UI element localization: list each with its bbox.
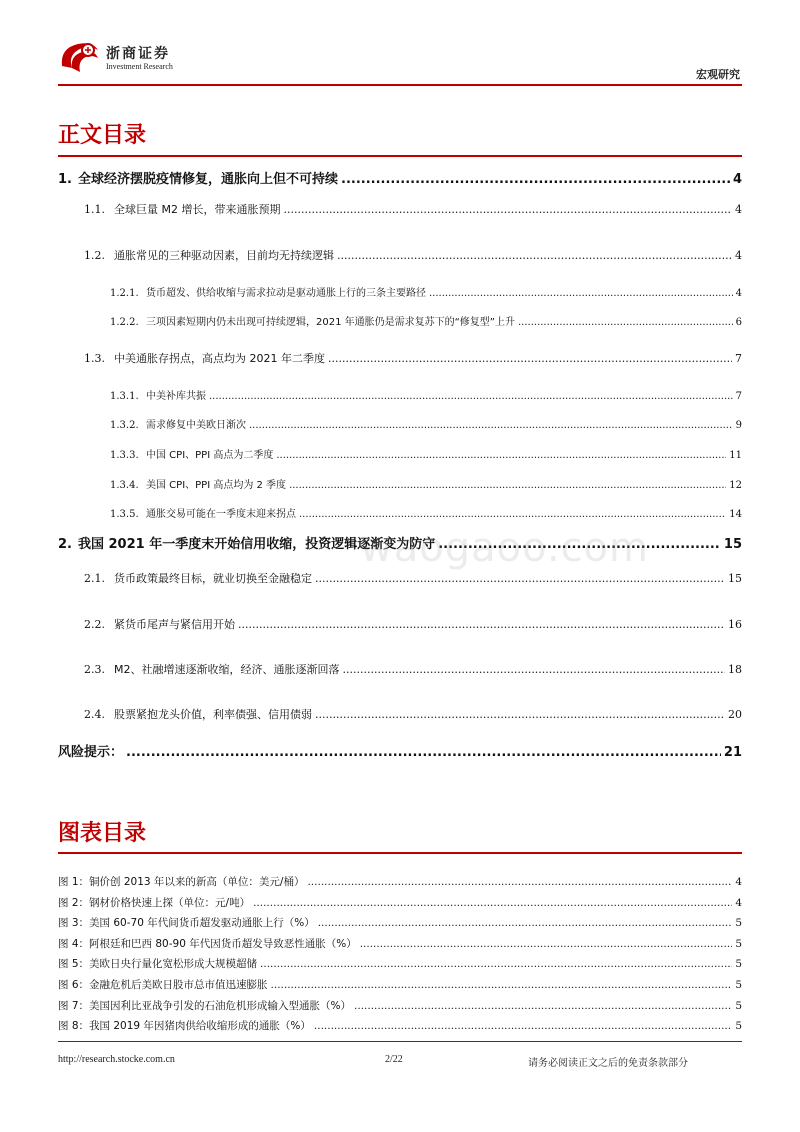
- figure-leader-dots: [318, 917, 733, 929]
- figure-entry-label: 图 2：: [58, 896, 90, 909]
- toc-leader-dots: [299, 509, 726, 520]
- toc-leader-dots: [238, 618, 725, 631]
- toc-entry-number: 1.2.: [84, 249, 105, 262]
- toc-entry[interactable]: [0, 284, 742, 299]
- toc-entry-title: 中美补库共振: [146, 391, 206, 402]
- watermark: waogaoo.com: [360, 525, 649, 571]
- figure-entry[interactable]: [0, 1018, 742, 1033]
- toc-leader-dots: [429, 288, 733, 299]
- toc-entry-title: 通胀交易可能在一季度末迎来拐点: [146, 509, 296, 520]
- toc-entry-title: 货币政策最终目标，就业切换至金融稳定: [114, 572, 312, 585]
- toc-entry-number: 1.3.: [84, 352, 105, 365]
- toc-entry[interactable]: [0, 741, 742, 760]
- header-divider: [58, 84, 742, 86]
- figure-entry-label: 图 8：: [58, 1020, 90, 1033]
- toc-title-divider: [58, 155, 742, 157]
- toc-entry-page: 4: [735, 203, 742, 216]
- toc-entry-title: 股票紧抱龙头价值，利率债强、信用债弱: [114, 708, 312, 721]
- figure-entry-label: 图 7：: [58, 999, 90, 1012]
- toc-entry[interactable]: [0, 505, 742, 520]
- toc-entry-number: 1.1.: [84, 203, 105, 216]
- toc-leader-dots: [249, 420, 733, 431]
- toc-leader-dots: [126, 745, 721, 760]
- figure-entry-label: 图 5：: [58, 958, 90, 971]
- toc-leader-dots: [337, 249, 732, 262]
- toc-entry[interactable]: [0, 661, 742, 677]
- toc-entry-page: 11: [729, 450, 742, 461]
- figure-entry-label: 图 3：: [58, 917, 90, 930]
- figure-entry-title: 我国 2019 年因猪肉供给收缩形成的通胀（%）: [89, 1020, 311, 1033]
- toc-entry-page: 4: [735, 288, 742, 299]
- figure-entry-page: 5: [735, 958, 742, 971]
- toc-entry-title: 通胀常见的三种驱动因素，目前均无持续逻辑: [114, 249, 334, 262]
- toc-leader-dots: [209, 391, 733, 402]
- toc-leader-dots: [276, 450, 726, 461]
- figure-entry-title: 美国 60-70 年代间货币超发驱动通胀上行（%）: [89, 917, 315, 930]
- figure-leader-dots: [354, 1000, 732, 1012]
- toc-entry-page: 4: [735, 249, 742, 262]
- company-name-cn: 浙商证券: [106, 46, 170, 62]
- toc-entry[interactable]: [0, 350, 742, 366]
- toc-entry-number: 1.: [58, 172, 72, 187]
- figure-entry[interactable]: [0, 936, 742, 951]
- figure-leader-dots: [253, 897, 732, 909]
- toc-entry-number: 1.3.1.: [110, 391, 139, 402]
- figure-entry-title: 钢材价格快速上探（单位：元/吨）: [89, 896, 251, 909]
- figure-leader-dots: [360, 938, 733, 950]
- figure-entry-label: 图 6：: [58, 979, 90, 991]
- figure-leader-dots: [307, 876, 732, 888]
- figure-entry-title: 金融危机后美欧日股市总市值迅速膨胀: [89, 979, 268, 991]
- figure-entry[interactable]: [0, 915, 742, 930]
- toc-entry-title: 风险提示：: [58, 745, 124, 760]
- toc-leader-dots: [315, 708, 725, 721]
- footer-divider: [58, 1041, 742, 1042]
- toc-entry-title: 全球巨量 M2 增长，带来通胀预期: [114, 203, 281, 216]
- toc-entry-page: 20: [728, 708, 742, 721]
- footer-disclaimer: 请务必阅读正文之后的免责条款部分: [528, 1058, 688, 1069]
- toc-entry-number: 2.3.: [84, 663, 105, 676]
- figure-leader-dots: [260, 958, 732, 970]
- toc-leader-dots: [289, 480, 726, 491]
- toc-entry-title: 中美通胀存拐点，高点均为 2021 年二季度: [114, 352, 325, 365]
- figure-entry-page: 5: [735, 937, 742, 950]
- figure-entry-title: 美国因利比亚战争引发的石油危机形成输入型通胀（%）: [89, 999, 352, 1012]
- figure-entry-page: 5: [735, 999, 742, 1012]
- toc-entry-page: 15: [728, 572, 742, 585]
- figure-entry-label: 图 4：: [58, 937, 90, 950]
- footer-url[interactable]: http://research.stocke.com.cn: [58, 1054, 175, 1065]
- toc-entry[interactable]: [0, 247, 742, 263]
- toc-entry[interactable]: [0, 570, 742, 586]
- toc-entry-number: 1.3.3.: [110, 450, 139, 461]
- toc-leader-dots: [315, 572, 725, 585]
- figure-entry-page: 4: [735, 896, 742, 909]
- toc-entry-page: 15: [723, 537, 742, 552]
- figure-entry[interactable]: [0, 956, 742, 971]
- toc-entry-page: 4: [732, 172, 742, 187]
- toc-entry-page: 12: [729, 480, 742, 491]
- toc-entry[interactable]: [0, 616, 742, 632]
- toc-entry-number: 1.3.5.: [110, 509, 139, 520]
- toc-entry[interactable]: [0, 476, 742, 491]
- company-logo-icon: [58, 38, 102, 74]
- toc-entry[interactable]: [0, 201, 742, 217]
- figure-entry[interactable]: [0, 977, 742, 992]
- toc-entry-page: 6: [735, 317, 742, 328]
- figure-entry-label: 图 1：: [58, 876, 90, 888]
- toc-entry-title: M2、社融增速逐渐收缩，经济、通胀逐渐回落: [114, 663, 340, 676]
- toc-entry-title: 中国 CPI、PPI 高点为二季度: [146, 450, 274, 461]
- toc-entry-number: 2.1.: [84, 572, 105, 585]
- toc-entry-number: 2.2.: [84, 618, 105, 631]
- figure-entry-page: 5: [735, 1020, 742, 1033]
- toc-entry-number: 1.3.2.: [110, 420, 139, 431]
- toc-leader-dots: [328, 352, 732, 365]
- toc-entry-number: 1.2.1.: [110, 288, 139, 299]
- figure-entry[interactable]: [0, 895, 742, 910]
- page-number: 2/22: [385, 1054, 403, 1065]
- toc-entry-title: 全球经济摆脱疫情修复，通胀向上但不可持续: [77, 172, 338, 187]
- toc-title: 正文目录: [58, 123, 147, 148]
- toc-entry-number: 2.: [58, 537, 72, 552]
- toc-leader-dots: [518, 317, 733, 328]
- toc-entry-title: 需求修复中美欧日渐次: [146, 420, 246, 431]
- toc-entry-title: 三项因素短期内仍未出现可持续逻辑，2021 年通胀仍是需求复苏下的“修复型”上升: [146, 317, 515, 328]
- toc-entry-page: 7: [735, 391, 742, 402]
- toc-leader-dots: [283, 203, 732, 216]
- figure-entry-title: 美欧日央行量化宽松形成大规模超储: [89, 958, 258, 971]
- figure-entry-title: 铜价创 2013 年以来的新高（单位：美元/桶）: [89, 876, 305, 888]
- toc-entry-page: 14: [729, 509, 742, 520]
- toc-entry-page: 18: [728, 663, 742, 676]
- section-label: 宏观研究: [696, 68, 740, 81]
- toc-entry-number: 1.2.2.: [110, 317, 139, 328]
- figure-leader-dots: [314, 1020, 732, 1032]
- toc-leader-dots: [343, 663, 726, 676]
- toc-entry-page: 16: [728, 618, 742, 631]
- figure-leader-dots: [271, 979, 733, 991]
- toc-entry-number: 1.3.4.: [110, 480, 139, 491]
- toc-entry-page: 7: [735, 352, 742, 365]
- toc-entry[interactable]: [0, 446, 742, 461]
- toc-entry[interactable]: [0, 416, 742, 431]
- toc-entry-title: 货币超发、供给收缩与需求拉动是驱动通胀上行的三条主要路径: [146, 288, 426, 299]
- toc-leader-dots: [341, 172, 730, 187]
- figure-entry-page: 4: [735, 876, 742, 888]
- toc-entry[interactable]: [0, 387, 742, 402]
- toc-entry-title: 我国 2021 年一季度末开始信用收缩，投资逻辑逐渐变为防守: [77, 537, 436, 552]
- toc-entry[interactable]: [0, 313, 742, 328]
- figure-entry[interactable]: [0, 874, 742, 889]
- toc-entry[interactable]: [0, 706, 742, 722]
- figure-entry[interactable]: [0, 998, 742, 1013]
- figures-title-divider: [58, 852, 742, 854]
- figures-title: 图表目录: [58, 821, 147, 846]
- toc-entry-page: 21: [723, 745, 742, 760]
- toc-entry-title: 美国 CPI、PPI 高点均为 2 季度: [146, 480, 287, 491]
- toc-entry-number: 2.4.: [84, 708, 105, 721]
- company-name-en: Investment Research: [106, 62, 173, 71]
- figure-entry-page: 5: [735, 979, 742, 991]
- toc-entry[interactable]: [0, 168, 742, 187]
- figure-entry-title: 阿根廷和巴西 80-90 年代因货币超发导致恶性通胀（%）: [89, 937, 357, 950]
- toc-entry-page: 9: [735, 420, 742, 431]
- figure-entry-page: 5: [735, 917, 742, 930]
- toc-entry-title: 紧货币尾声与紧信用开始: [114, 618, 235, 631]
